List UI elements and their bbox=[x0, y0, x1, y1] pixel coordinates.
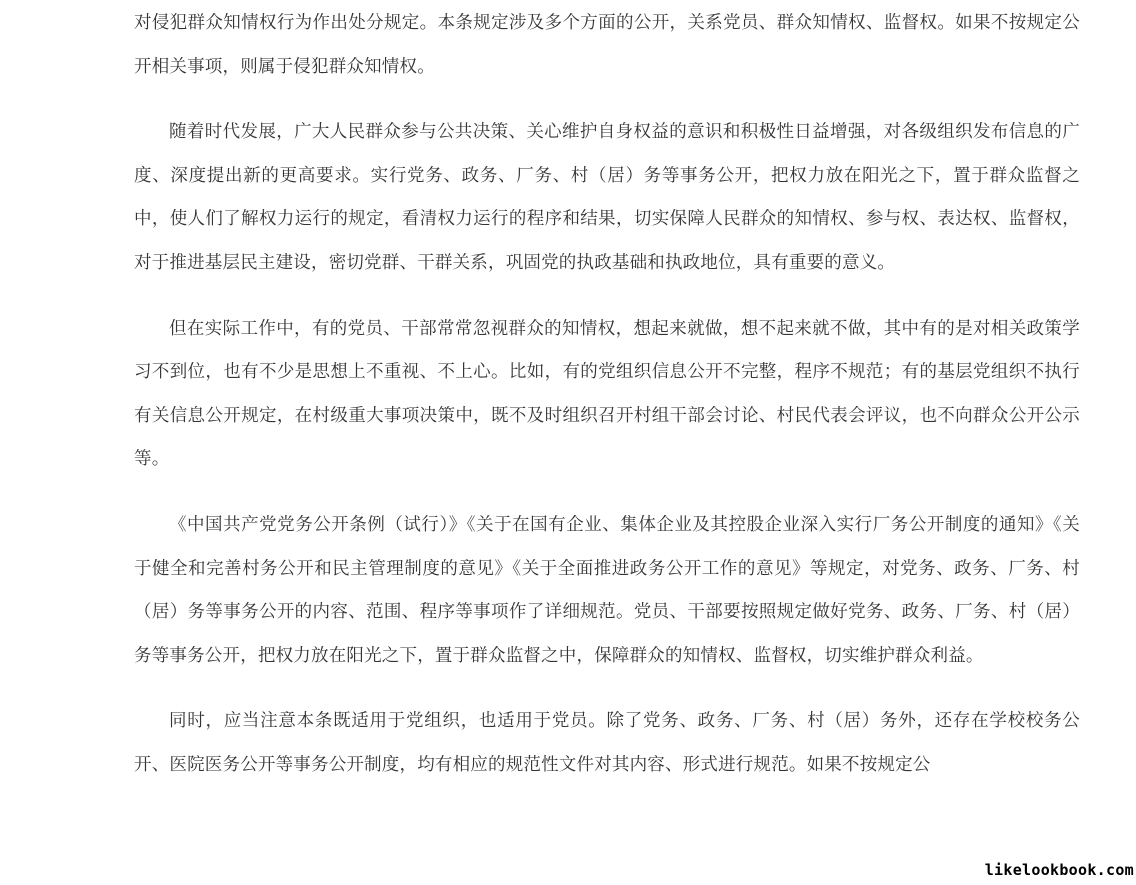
paragraph-3: 但在实际工作中，有的党员、干部常常忽视群众的知情权，想起来就做，想不起来就不做，其中有的是对相关政策学习不到位，也有不少是思想上不重视、不上心。比如，有的党组织信息公开不完整，程序不规范；有的基层党组织不执行有关信息公开规定，在村级重大事项决策中，既不及时组织召开村组干部会讨论、村民代表会评议，也不向群众公开公示等。 bbox=[134, 318, 1080, 470]
paragraph-4: 《中国共产党党务公开条例（试行）》《关于在国有企业、集体企业及其控股企业深入实行厂务公开制度的通知》《关于健全和完善村务公开和民主管理制度的意见》《关于全面推进政务公开工作的意见》等规定，对党务、政务、厂务、村（居）务等事务公开的内容、范围、程序等事项作了详细规范。党员、干部要按照规定做好党务、政务、厂务、村（居）务等事务公开，把权力放在阳光之下，置于群众监督之中，保障群众的知情权、监督权，切实维护群众利益。 bbox=[134, 514, 1080, 666]
article-body bbox=[134, 0, 1080, 810]
paragraph-2: 随着时代发展，广大人民群众参与公共决策、关心维护自身权益的意识和积极性日益增强，对各级组织发布信息的广度、深度提出新的更高要求。实行党务、政务、厂务、村（居）务等事务公开，把权力放在阳光之下，置于群众监督之中，使人们了解权力运行的规定，看清权力运行的程序和结果，切实保障人民群众的知情权、参与权、表达权、监督权，对于推进基层民主建设，密切党群、干群关系，巩固党的执政基础和执政地位，具有重要的意义。 bbox=[134, 122, 1080, 273]
site-watermark: likelookbook.com bbox=[984, 861, 1134, 879]
paragraph-5: 同时，应当注意本条既适用于党组织，也适用于党员。除了党务、政务、厂务、村（居）务外，还存在学校校务公开、医院医务公开等事务公开制度，均有相应的规范性文件对其内容、形式进行规范。如果不按规定公 bbox=[134, 711, 1080, 775]
paragraph-1: 对侵犯群众知情权行为作出处分规定。本条规定涉及多个方面的公开，关系党员、群众知情权、监督权。如果不按规定公开相关事项，则属于侵犯群众知情权。 bbox=[134, 13, 1080, 77]
